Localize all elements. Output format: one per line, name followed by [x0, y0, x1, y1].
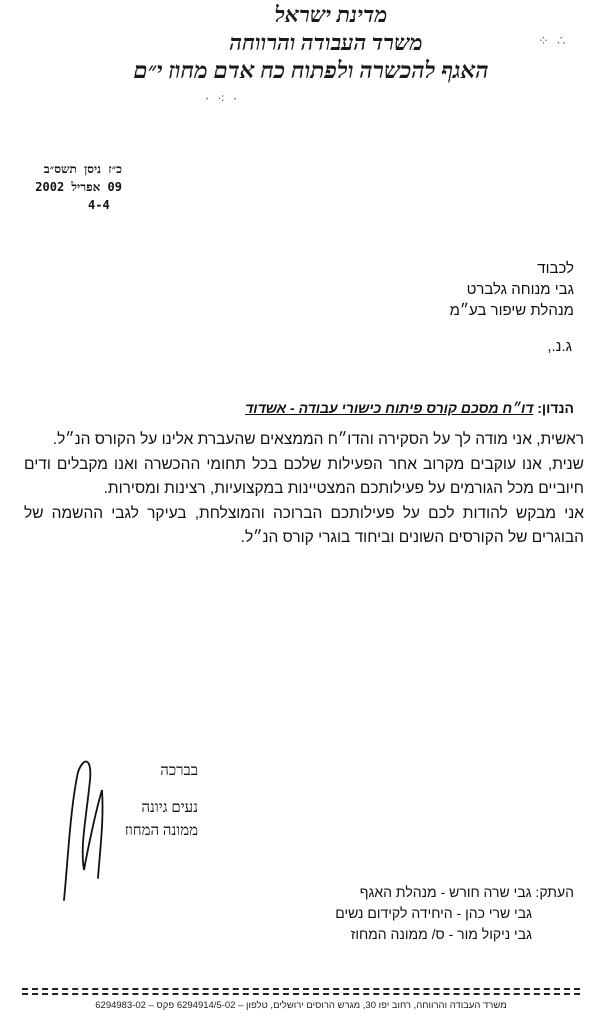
letterhead-state: מדינת ישראל	[274, 2, 388, 27]
closing-greeting: בברכה	[160, 763, 198, 779]
letter-body	[24, 428, 584, 551]
body-paragraph: ראשית, אני מודה לך על הסקירה והדו״ח הממצאים שהעברת אלינו על הקורס הנ״ל.	[52, 431, 584, 448]
salutation: ג.נ.,	[547, 338, 572, 355]
letterhead-department: האגף להכשרה ולפתוח כח אדם מחוז י״ם	[133, 58, 489, 83]
gregorian-date: 09 אפריל 2002	[35, 180, 122, 194]
signer-name: נעים גיונה	[141, 800, 198, 816]
cc-line: גבי ניקול מור - ס/ ממונה המחוז	[350, 926, 532, 942]
recipient-title: מנהלת שיפור בע״מ	[449, 302, 574, 319]
subject-line	[245, 400, 574, 416]
cc-line: גבי שרי כהן - היחידה לקידום נשים	[335, 905, 532, 921]
subject-prefix: הנדון:	[537, 400, 574, 416]
footer-rule	[22, 988, 580, 990]
recipient-honorific: לכבוד	[537, 260, 574, 277]
cc-line: העתק: גבי שרה חורש - מנהלת האגף	[359, 884, 574, 900]
signer-role: ממונה המחוז	[124, 823, 198, 839]
reference-number: 4-4	[88, 198, 110, 212]
date-block	[32, 160, 122, 214]
footer-address: משרד העבודה והרווחה, רחוב יפו 30, מגרש הרוסים ירושלים, טלפון – 6294914/5-02 פקס – 6294983-02	[95, 1000, 507, 1011]
body-paragraph: שנית, אנו עוקבים מקרוב אחר הפעילות שלכם בכל תחומי ההכשרה ואנו מקבלים ודים חיוביים מכל הגורמים על פעילותכם המצטיינות במקצועיות, רצינות ומסירות.	[24, 455, 584, 497]
signature-block	[78, 760, 198, 843]
hebrew-date: כ״ז ניסן תשס״ב	[43, 162, 122, 176]
cc-block	[254, 882, 574, 945]
body-paragraph: אני מבקש להודות לכם על פעילותכם הברוכה והמוצלחת, בעיקר לגבי ההשמה של הבוגרים של הקורסים השונים וביחוד בוגרי קורס הנ״ל.	[24, 504, 584, 546]
letterhead-ministry: משרד העבודה והרווחה	[229, 30, 423, 55]
recipient-block	[274, 258, 574, 321]
footer-rule	[22, 993, 580, 995]
scan-speck: ∴ ⁘	[538, 34, 568, 49]
recipient-name: גבי מנוחה גלברט	[466, 281, 574, 298]
scan-speck: · ⁖ ·	[205, 92, 240, 107]
subject-text: דו״ח מסכם קורס פיתוח כישורי עבודה - אשדוד	[245, 400, 534, 416]
